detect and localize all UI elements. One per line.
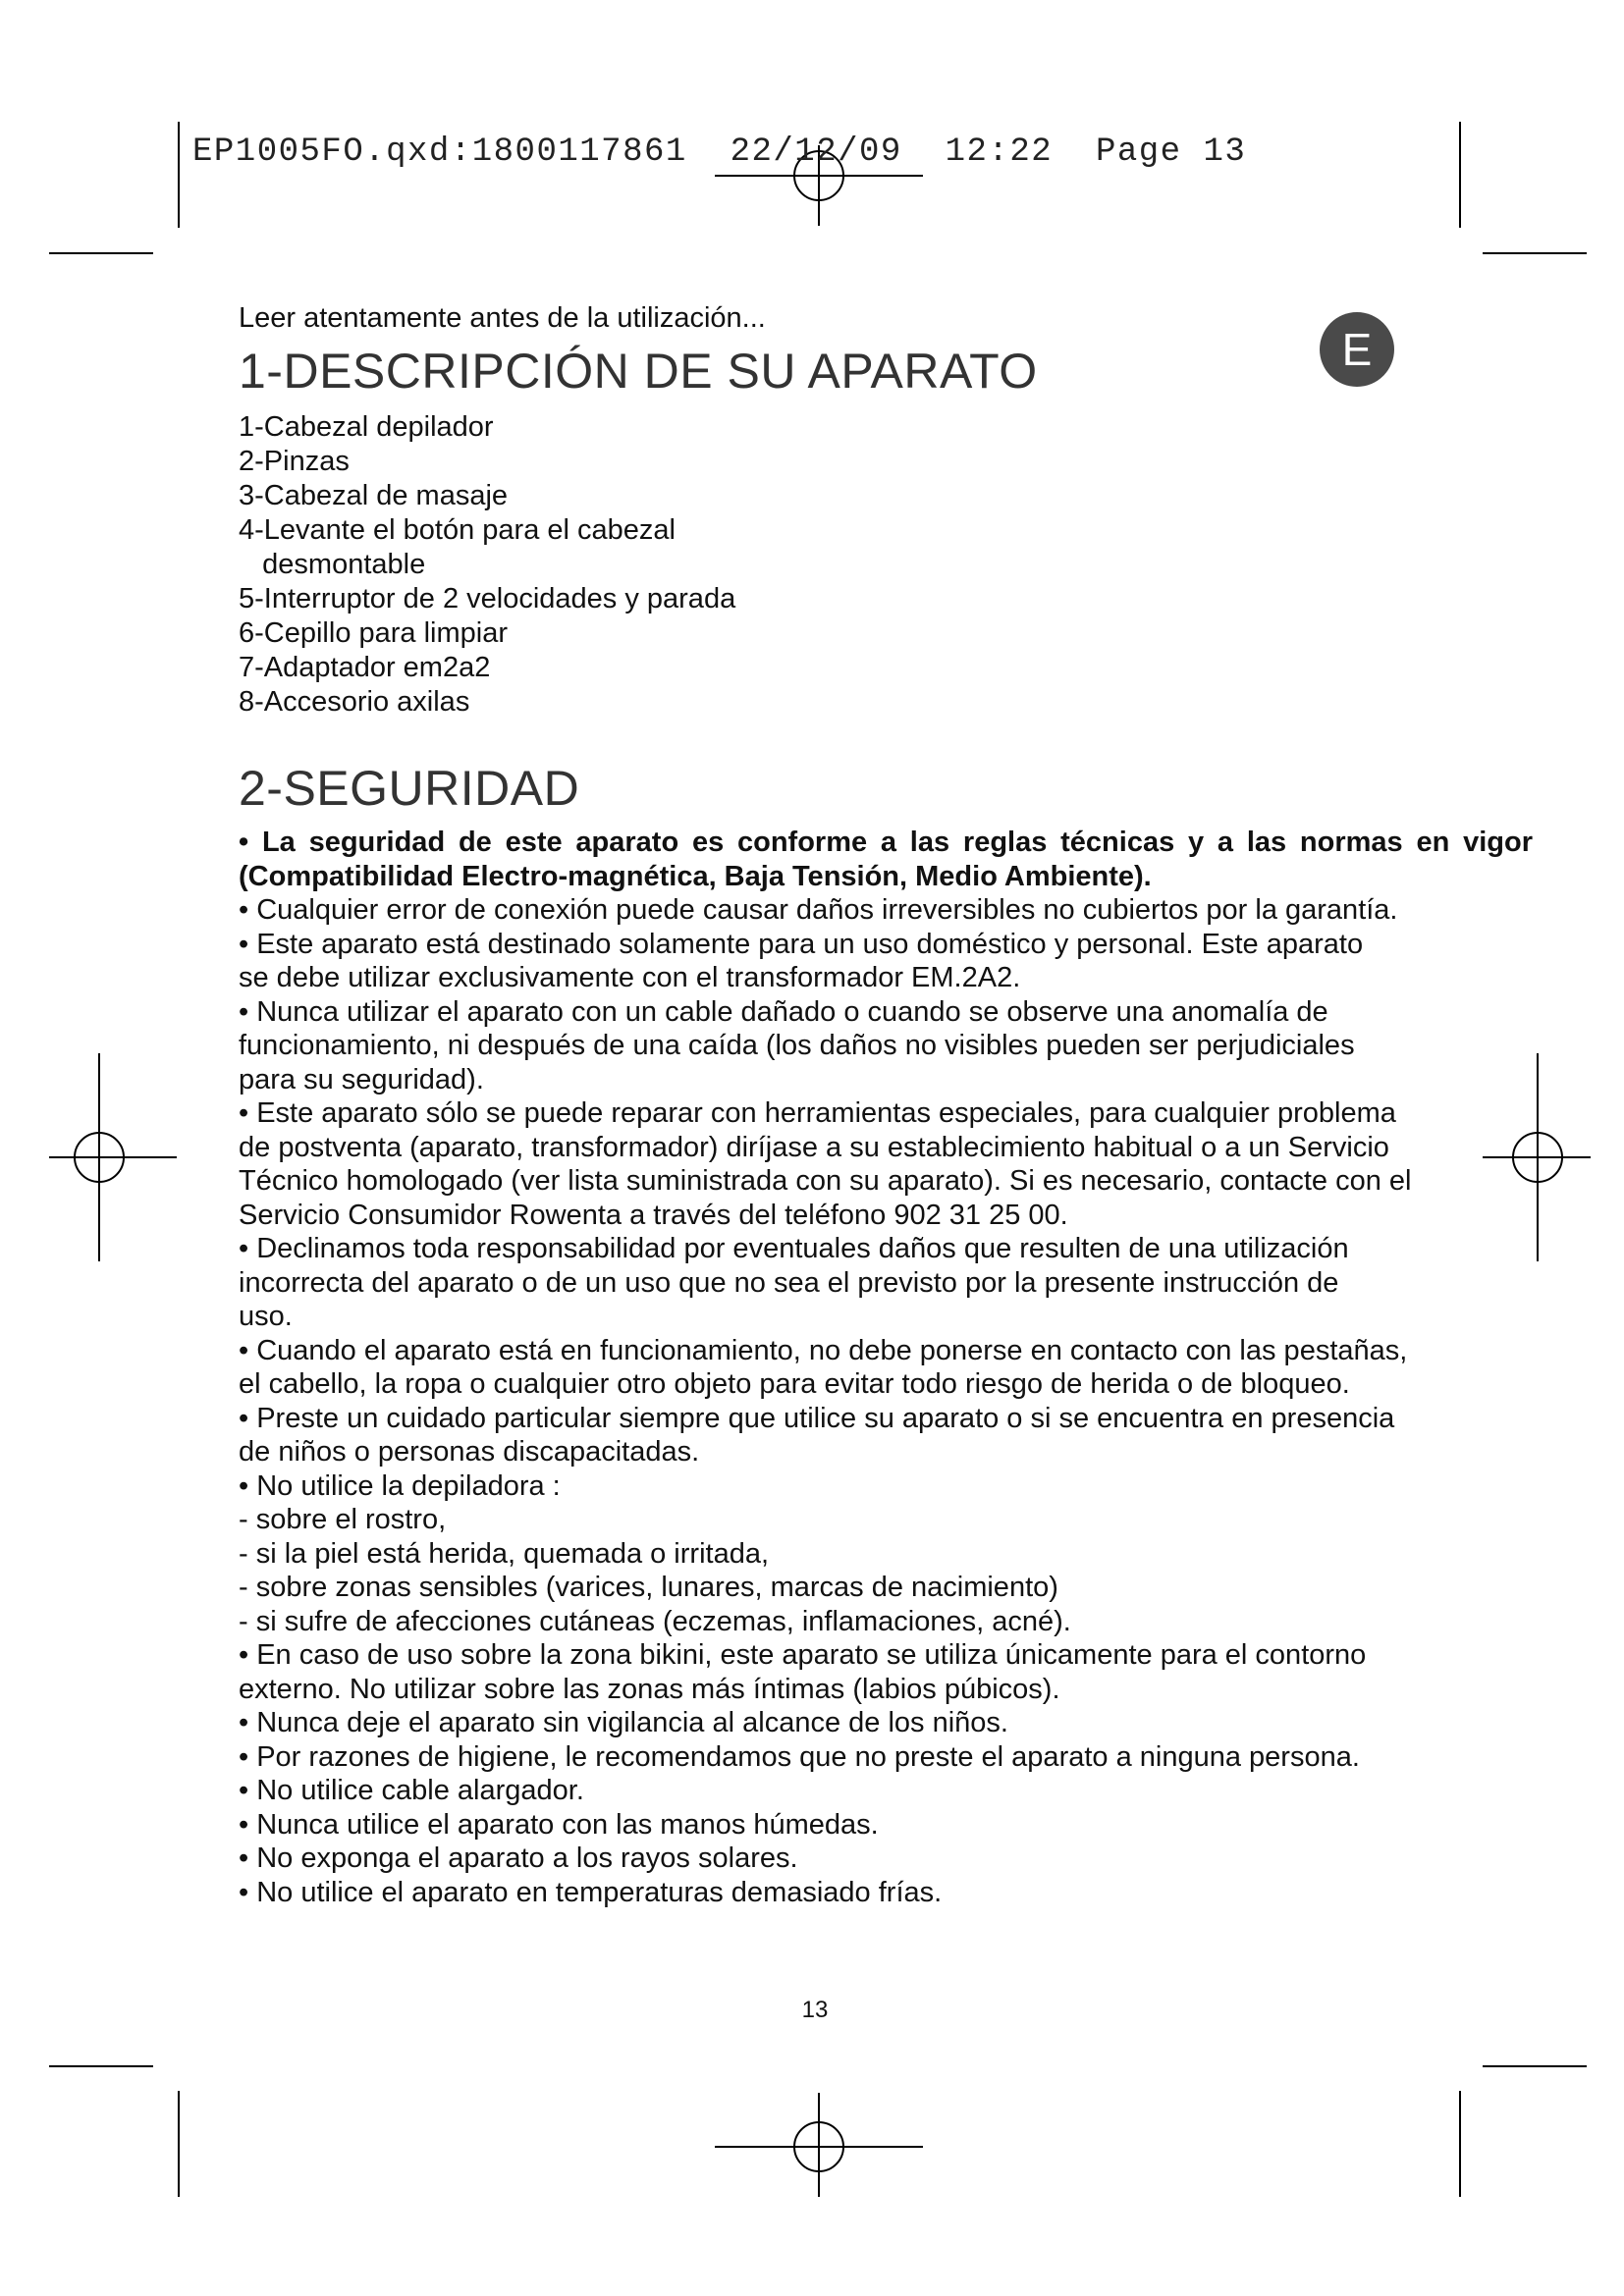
parts-list-item: 4-Levante el botón para el cabezal xyxy=(239,514,676,546)
parts-list-item: 7-Adaptador em2a2 xyxy=(239,652,491,683)
parts-list xyxy=(239,410,1533,720)
crop-mark-left-bottom xyxy=(49,2065,153,2067)
safety-item: • La seguridad de este aparato es conforme a las reglas técnicas y a las normas en vigor (Compatibilidad Electro-magnética, Baja Tensión, Medio Ambiente). xyxy=(239,827,1533,892)
crop-mark-bottom-right xyxy=(1459,2091,1461,2197)
safety-item: • Por razones de higiene, le recomendamos que no preste el aparato a ninguna persona. xyxy=(239,1740,1360,1773)
content xyxy=(239,300,1533,1909)
parts-list-item: 5-Interruptor de 2 velocidades y parada xyxy=(239,583,736,614)
safety-item: • Este aparato está destinado solamente para un uso doméstico y personal. Este aparato se debe utilizar exclusivamente con el transformador EM.2A2. xyxy=(239,928,1364,993)
parts-list-item: 3-Cabezal de masaje xyxy=(239,480,509,511)
safety-item: • Preste un cuidado particular siempre que utilice su aparato o si se encuentra en presencia de niños o personas discapacitadas. xyxy=(239,1402,1395,1468)
intro-text: Leer atentamente antes de la utilización... xyxy=(239,302,766,334)
safety-item: • Nunca utilice el aparato con las manos húmedas. xyxy=(239,1808,879,1841)
parts-list-item: 1-Cabezal depilador xyxy=(239,411,494,443)
safety-item: • No utilice la depiladora : xyxy=(239,1469,561,1502)
page-number: 13 xyxy=(801,1997,829,2023)
crop-mark-top-left xyxy=(178,122,180,228)
safety-item: • Nunca deje el aparato sin vigilancia al alcance de los niños. xyxy=(239,1707,1008,1738)
parts-list-item: 2-Pinzas xyxy=(239,446,350,477)
safety-subitem: - si la piel está herida, quemada o irritada, xyxy=(239,1537,770,1570)
crop-mark-right-bottom xyxy=(1483,2065,1587,2067)
safety-item: • Cualquier error de conexión puede causar daños irreversibles no cubiertos por la garantía. xyxy=(239,894,1398,926)
print-slug: EP1005FO.qxd:1800117861 22/12/09 12:22 Page 13 xyxy=(192,133,1247,171)
safety-subitem: - sobre el rostro, xyxy=(239,1504,447,1535)
language-badge: E xyxy=(1320,312,1394,387)
safety-item: • Este aparato sólo se puede reparar con herramientas especiales, para cualquier problema de postventa (aparato, transformador) diríjase a su establecimiento habitual o a un Servicio Técnico homologado (ver lista suministrada con su aparato). Si es necesario, contacte con el Servicio Consumidor Rowenta a través del teléfono 902 31 25 00. xyxy=(239,1097,1412,1231)
safety-item: • No utilice cable alargador. xyxy=(239,1775,584,1806)
safety-subitem: - sobre zonas sensibles (varices, lunares, marcas de nacimiento) xyxy=(239,1572,1058,1603)
parts-list-item: 6-Cepillo para limpiar xyxy=(239,617,508,649)
safety-item: • Cuando el aparato está en funcionamiento, no debe ponerse en contacto con las pestañas, el cabello, la ropa o cualquier otro objeto para evitar todo riesgo de herida o de bloqueo. xyxy=(239,1334,1408,1400)
crop-mark-right-top xyxy=(1483,252,1587,254)
safety-item: • No exponga el aparato a los rayos solares. xyxy=(239,1842,798,1874)
crop-mark-bottom-left xyxy=(178,2091,180,2197)
parts-list-item: desmontable xyxy=(239,549,426,580)
safety-item: • Nunca utilizar el aparato con un cable dañado o cuando se observe una anomalía de funcionamiento, ni después de una caída (los daños no visibles pueden ser perjudiciales para su seguridad). xyxy=(239,995,1355,1095)
safety-item: • Declinamos toda responsabilidad por eventuales daños que resulten de una utilización incorrecta del aparato o de un uso que no sea el previsto por la presente instrucción de uso. xyxy=(239,1233,1349,1332)
safety-item: • No utilice el aparato en temperaturas demasiado frías. xyxy=(239,1876,943,1908)
crop-mark-left-top xyxy=(49,252,153,254)
safety-item: • En caso de uso sobre la zona bikini, este aparato se utiliza únicamente para el contorno externo. No utilizar sobre las zonas más íntimas (labios púbicos). xyxy=(239,1639,1367,1705)
section-2-title: 2-SEGURIDAD xyxy=(239,761,580,816)
section-1-title: 1-DESCRIPCIÓN DE SU APARATO xyxy=(239,344,1038,399)
safety-subitem: - si sufre de afecciones cutáneas (eczemas, inflamaciones, acné). xyxy=(239,1605,1071,1637)
safety-list xyxy=(239,826,1533,1909)
crop-mark-top-right xyxy=(1459,122,1461,228)
parts-list-item: 8-Accesorio axilas xyxy=(239,686,470,718)
